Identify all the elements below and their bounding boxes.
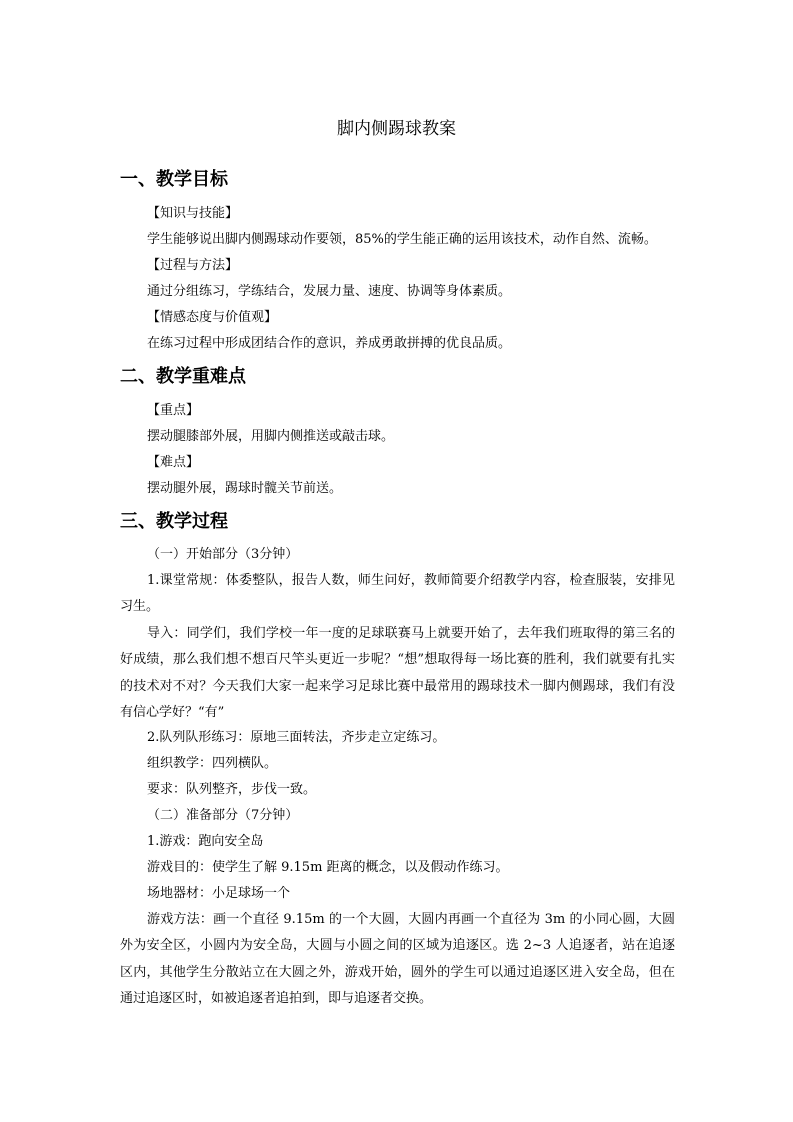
subheading-opening-part: （一）开始部分（3分钟）	[147, 547, 299, 562]
subheading-process: 【过程与方法】	[147, 258, 239, 273]
paragraph-game-name: 1.游戏：跑向安全岛	[147, 834, 264, 849]
paragraph-knowledge: 学生能够说出脚内侧踢球动作要领，85%的学生能正确的运用该技术，动作自然、流畅。	[147, 232, 657, 247]
page-title: 脚内侧踢球教案	[337, 119, 456, 139]
section-heading-key-points: 二、教学重难点	[120, 366, 246, 387]
subheading-attitude: 【情感态度与价值观】	[147, 310, 278, 325]
subheading-knowledge: 【知识与技能】	[147, 206, 239, 221]
paragraph-organization: 组织教学：四列横队。	[147, 756, 278, 771]
subheading-key: 【重点】	[147, 403, 200, 418]
paragraph-attitude: 在练习过程中形成团结合作的意识，养成勇敢拼搏的优良品质。	[147, 336, 512, 351]
paragraph-game-purpose: 游戏目的：使学生了解 9.15m 距离的概念，以及假动作练习。	[147, 860, 509, 875]
paragraph-introduction: 导入：同学们，我们学校一年一度的足球联赛马上就要开始了，去年我们班取得的第三名的好成绩，那么我们想不想百尺竿头更近一步呢？“想”想取得每一场比赛的胜利，我们就要有扎实的技术对不对？今天我们大家一起来学习足球比赛中最常用的踢球技术一脚内侧踢球，我们有没有信心学好？“有”	[120, 626, 675, 721]
paragraph-process: 通过分组练习，学练结合，发展力量、速度、协调等身体素质。	[147, 284, 512, 299]
paragraph-difficulty: 摆动腿外展，踢球时髋关节前送。	[147, 481, 343, 496]
paragraph-equipment: 场地器材：小足球场一个	[147, 886, 291, 901]
subheading-difficulty: 【难点】	[147, 455, 200, 470]
section-heading-process: 三、教学过程	[120, 511, 228, 532]
section-heading-objectives: 一、教学目标	[120, 169, 228, 190]
paragraph-class-routine: 1.课堂常规：体委整队，报告人数，师生问好，教师简要介绍教学内容，检查服装，安排见习生。	[120, 573, 675, 615]
subheading-preparation-part: （二）准备部分（7分钟）	[147, 808, 299, 823]
paragraph-requirement: 要求：队列整齐，步伐一致。	[147, 782, 317, 797]
paragraph-formation-drill: 2.队列队形练习：原地三面转法，齐步走立定练习。	[147, 730, 446, 745]
paragraph-key: 摆动腿膝部外展，用脚内侧推送或敲击球。	[147, 429, 395, 444]
paragraph-game-method: 游戏方法：画一个直径 9.15m 的一个大圆，大圆内再画一个直径为 3m 的小同心圆，大圆外为安全区，小圆内为安全岛，大圆与小圆之间的区域为追逐区。选 2~3 人追逐者，站在追逐区内，其他学生分散站立在大圆之外，游戏开始，圆外的学生可以通过追逐区进入安全岛，但在通过追逐区时，如被追逐者追拍到，即与追逐者交换。	[120, 912, 675, 1007]
